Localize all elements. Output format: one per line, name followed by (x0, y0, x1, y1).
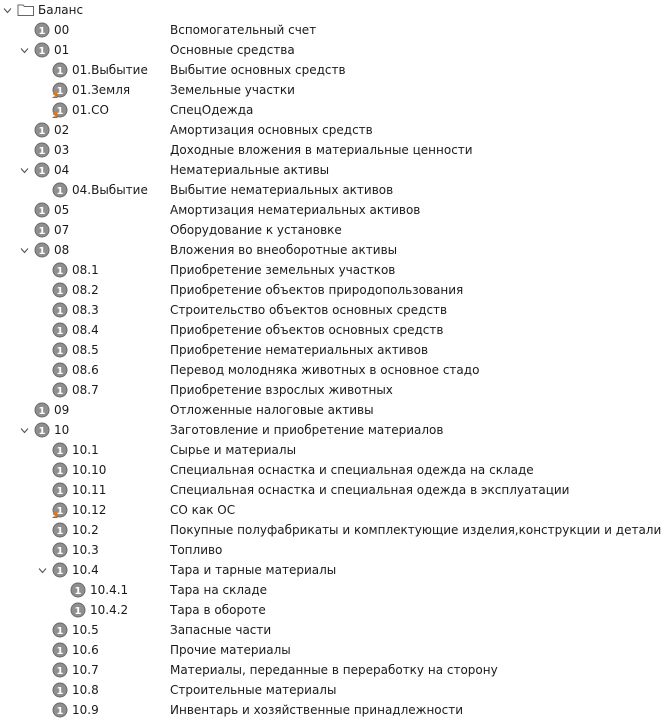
account-name: Приобретение взрослых животных (170, 383, 393, 397)
account-name: Инвентарь и хозяйственные принадлежности (170, 703, 464, 717)
account-code: 10.6 (72, 643, 99, 657)
tree-row[interactable] (0, 560, 603, 580)
account-name: Специальная оснастка и специальная одежда в эксплуатации (170, 483, 570, 497)
account-name: Оборудование к установке (170, 223, 342, 237)
account-name: Строительство объектов основных средств (170, 303, 448, 317)
svg-text:1: 1 (56, 366, 64, 377)
svg-text:1: 1 (56, 666, 64, 677)
account-name: Тара и тарные материалы (170, 563, 337, 577)
account-name: Доходные вложения в материальные ценности (170, 143, 473, 157)
svg-text:1: 1 (56, 306, 64, 317)
svg-text:1: 1 (56, 286, 64, 297)
account-name: Заготовление и приобретение материалов (170, 423, 444, 437)
account-code: 00 (54, 23, 70, 37)
tree-row[interactable] (0, 200, 603, 220)
account-icon (34, 122, 50, 138)
account-code: 09 (54, 403, 70, 417)
account-code: 10.5 (72, 623, 99, 637)
svg-text:1: 1 (38, 246, 46, 257)
account-icon (52, 262, 68, 278)
account-name: Выбытие основных средств (170, 63, 346, 77)
account-icon (52, 522, 68, 538)
account-name: Отложенные налоговые активы (170, 403, 374, 417)
account-code: 10.7 (72, 663, 99, 677)
account-icon (52, 462, 68, 478)
tree-row[interactable] (0, 460, 603, 480)
tree-row[interactable] (0, 380, 603, 400)
account-name: Приобретение объектов основных средств (170, 323, 444, 337)
tree-row[interactable] (0, 280, 603, 300)
svg-text:1: 1 (56, 686, 64, 697)
tree-row[interactable] (0, 100, 603, 120)
svg-text:1: 1 (56, 106, 64, 117)
account-icon (52, 182, 68, 198)
account-code: 08.4 (72, 323, 99, 337)
account-user-icon (52, 82, 68, 98)
svg-text:1: 1 (56, 486, 64, 497)
account-name: Вспомогательный счет (170, 23, 317, 37)
root-label: Баланс (38, 3, 84, 17)
account-icon (52, 322, 68, 338)
account-code: 08.6 (72, 363, 99, 377)
svg-text:1: 1 (56, 446, 64, 457)
account-name: Нематериальные активы (170, 163, 330, 177)
svg-text:1: 1 (38, 46, 46, 57)
account-name: Прочие материалы (170, 643, 291, 657)
account-code: 10.4 (72, 563, 99, 577)
account-icon (52, 302, 68, 318)
account-code: 04.Выбытие (72, 183, 148, 197)
account-icon (34, 222, 50, 238)
account-icon (52, 702, 68, 718)
tree-row[interactable] (0, 600, 603, 620)
account-code: 08.7 (72, 383, 99, 397)
svg-text:1: 1 (56, 326, 64, 337)
tree-row[interactable] (0, 480, 603, 500)
account-icon (34, 22, 50, 38)
account-code: 08.3 (72, 303, 99, 317)
account-icon (70, 582, 86, 598)
svg-text:1: 1 (38, 26, 46, 37)
account-code: 07 (54, 223, 70, 237)
svg-text:1: 1 (38, 146, 46, 157)
chevron-down-icon[interactable] (20, 426, 29, 435)
svg-text:1: 1 (56, 646, 64, 657)
account-code: 10.4.2 (90, 603, 129, 617)
account-icon (52, 382, 68, 398)
account-code: 10.10 (72, 463, 107, 477)
tree-row[interactable] (0, 420, 603, 440)
tree-row[interactable] (0, 500, 603, 520)
tree-row[interactable] (0, 400, 603, 420)
svg-text:1: 1 (56, 386, 64, 397)
account-icon (52, 362, 68, 378)
tree-row[interactable] (0, 640, 603, 660)
svg-text:1: 1 (56, 86, 64, 97)
chevron-down-icon[interactable] (20, 166, 29, 175)
account-icon (52, 482, 68, 498)
account-icon (70, 602, 86, 618)
tree-row[interactable] (0, 180, 603, 200)
account-name: Тара в обороте (170, 603, 266, 617)
tree-row[interactable] (0, 240, 603, 260)
tree-row[interactable] (0, 60, 603, 80)
account-code: 08.2 (72, 283, 99, 297)
account-name: Амортизация нематериальных активов (170, 203, 421, 217)
account-name: Запасные части (170, 623, 272, 637)
chevron-down-icon[interactable] (20, 46, 29, 55)
account-code: 10.1 (72, 443, 99, 457)
svg-text:1: 1 (38, 166, 46, 177)
account-name: Амортизация основных средств (170, 123, 373, 137)
svg-text:1: 1 (56, 266, 64, 277)
tree-row[interactable] (0, 540, 603, 560)
tree-row[interactable] (0, 340, 603, 360)
account-code: 10.2 (72, 523, 99, 537)
tree-row[interactable] (0, 40, 603, 60)
account-icon (34, 42, 50, 58)
account-name: Приобретение объектов природопользования (170, 283, 464, 297)
account-icon (52, 622, 68, 638)
account-name: Специальная оснастка и специальная одежда на складе (170, 463, 534, 477)
account-name: СО как ОС (170, 503, 236, 517)
tree-row[interactable] (0, 520, 661, 540)
account-name: Перевод молодняка животных в основное стадо (170, 363, 480, 377)
tree-row[interactable] (0, 300, 603, 320)
svg-text:1: 1 (56, 706, 64, 717)
account-icon (52, 542, 68, 558)
account-code: 10.3 (72, 543, 99, 557)
account-code: 10.11 (72, 483, 107, 497)
tree-row[interactable] (0, 320, 603, 340)
account-name: Выбытие нематериальных активов (170, 183, 394, 197)
account-icon (52, 682, 68, 698)
account-name: Сырье и материалы (170, 443, 297, 457)
account-icon (34, 402, 50, 418)
account-code: 10.9 (72, 703, 99, 717)
svg-text:1: 1 (56, 66, 64, 77)
account-code: 02 (54, 123, 70, 137)
account-code: 04 (54, 163, 70, 177)
svg-text:1: 1 (56, 346, 64, 357)
svg-text:1: 1 (56, 506, 64, 517)
chevron-down-icon[interactable] (3, 6, 12, 15)
svg-text:1: 1 (38, 426, 46, 437)
account-code: 01.Выбытие (72, 63, 148, 77)
account-name: Материалы, переданные в переработку на сторону (170, 663, 498, 677)
account-icon (52, 442, 68, 458)
account-icon (52, 562, 68, 578)
tree-row[interactable] (0, 700, 603, 720)
account-name: СпецОдежда (170, 103, 254, 117)
account-code: 03 (54, 143, 70, 157)
chevron-down-icon[interactable] (38, 566, 47, 575)
account-icon (34, 202, 50, 218)
tree-row[interactable] (0, 140, 603, 160)
account-code: 10 (54, 423, 70, 437)
account-name: Тара на складе (170, 583, 268, 597)
account-icon (52, 642, 68, 658)
tree-row[interactable] (0, 680, 603, 700)
account-name: Земельные участки (170, 83, 295, 97)
account-icon (34, 162, 50, 178)
svg-text:1: 1 (38, 226, 46, 237)
account-code: 10.4.1 (90, 583, 129, 597)
account-icon (34, 422, 50, 438)
tree-row[interactable] (0, 360, 603, 380)
account-code: 10.12 (72, 503, 107, 517)
account-code: 08.5 (72, 343, 99, 357)
account-icon (34, 142, 50, 158)
account-code: 01 (54, 43, 70, 57)
account-code: 08 (54, 243, 70, 257)
svg-text:1: 1 (56, 566, 64, 577)
tree-row[interactable] (0, 80, 603, 100)
tree-row[interactable] (0, 120, 603, 140)
folder-icon (17, 3, 35, 17)
account-name: Строительные материалы (170, 683, 337, 697)
account-icon (52, 62, 68, 78)
account-name: Покупные полуфабрикаты и комплектующие изделия,конструкции и детали (170, 523, 661, 537)
tree-row[interactable] (0, 220, 603, 240)
account-name: Вложения во внеоборотные активы (170, 243, 398, 257)
svg-text:1: 1 (56, 626, 64, 637)
tree-root[interactable] (0, 0, 603, 20)
svg-text:1: 1 (38, 406, 46, 417)
tree-row[interactable] (0, 20, 603, 40)
svg-text:1: 1 (74, 606, 82, 617)
account-name: Основные средства (170, 43, 295, 57)
tree-row[interactable] (0, 580, 603, 600)
account-code: 10.8 (72, 683, 99, 697)
account-icon (52, 662, 68, 678)
svg-text:1: 1 (56, 526, 64, 537)
svg-text:1: 1 (56, 466, 64, 477)
account-code: 05 (54, 203, 70, 217)
tree-row[interactable] (0, 440, 603, 460)
account-name: Приобретение земельных участков (170, 263, 396, 277)
svg-text:1: 1 (38, 126, 46, 137)
account-user-icon (52, 102, 68, 118)
tree-row[interactable] (0, 260, 603, 280)
account-code: 01.СО (72, 103, 109, 117)
account-icon (52, 282, 68, 298)
account-user-icon (52, 502, 68, 518)
tree-row[interactable] (0, 660, 603, 680)
account-icon (52, 342, 68, 358)
tree-row[interactable] (0, 620, 603, 640)
svg-text:1: 1 (56, 186, 64, 197)
account-name: Приобретение нематериальных активов (170, 343, 429, 357)
account-name: Топливо (170, 543, 223, 557)
tree-row[interactable] (0, 160, 603, 180)
chevron-down-icon[interactable] (20, 246, 29, 255)
svg-text:1: 1 (38, 206, 46, 217)
account-code: 08.1 (72, 263, 99, 277)
account-code: 01.Земля (72, 83, 131, 97)
svg-text:1: 1 (74, 586, 82, 597)
account-icon (34, 242, 50, 258)
svg-text:1: 1 (56, 546, 64, 557)
